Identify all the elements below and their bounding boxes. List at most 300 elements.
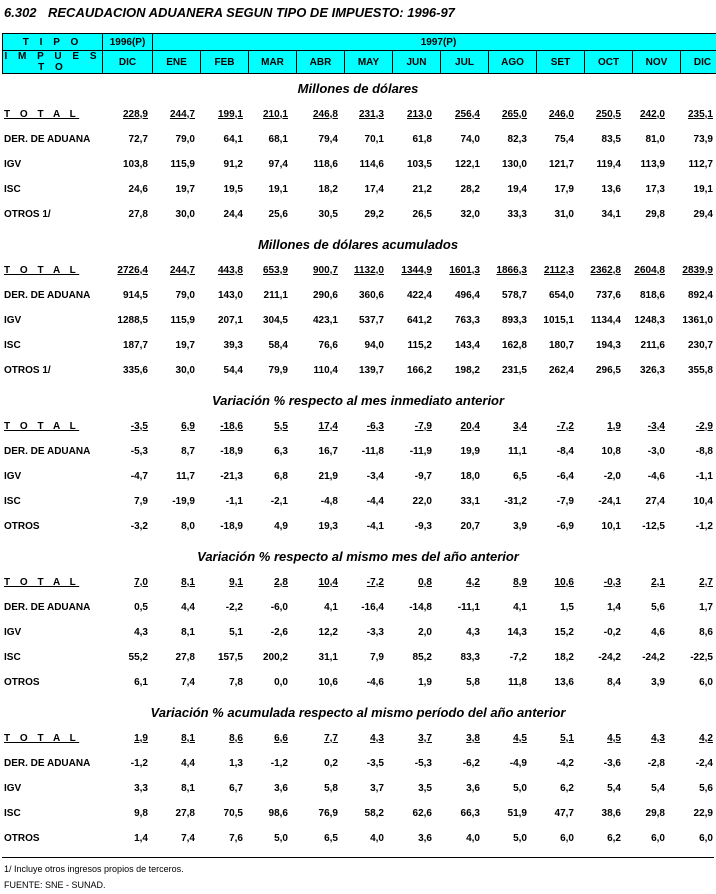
table-cell: -2,2 [225,602,243,613]
table-cell: -4,8 [320,496,338,507]
row-label: DER. DE ADUANA [4,290,91,301]
table-cell: -3,3 [366,627,384,638]
table-cell: -4,6 [366,677,384,688]
table-cell: 8,7 [181,446,195,457]
table-cell: 110,4 [313,365,338,376]
row-label: OTROS [4,833,40,844]
table-cell: -1,1 [225,496,243,507]
table-cell: 6,2 [560,783,574,794]
table-cell: -4,9 [509,758,527,769]
table-cell: 98,6 [268,808,288,819]
table-cell: 641,2 [406,315,432,326]
table-cell: 47,7 [554,808,574,819]
table-cell: 79,0 [175,290,195,301]
table-cell: -2,6 [270,627,288,638]
table-cell: 22,0 [412,496,432,507]
row-label: DER. DE ADUANA [4,134,91,145]
table-cell: 1344,9 [401,265,432,276]
table-cell: 6,1 [134,677,148,688]
row-label: OTROS 1/ [4,209,51,220]
table-cell: 818,6 [639,290,665,301]
table-cell: 231,5 [501,365,527,376]
table-cell: 246,8 [312,109,338,120]
table-cell: 5,8 [466,677,480,688]
table-cell: 1288,5 [117,315,148,326]
table-cell: 76,9 [318,808,338,819]
table-cell: -6,0 [270,602,288,613]
table-cell: 5,1 [560,733,574,744]
table-cell: 30,0 [175,365,195,376]
table-row [0,109,716,123]
table-row [0,446,716,460]
table-cell: 62,6 [412,808,432,819]
table-cell: 210,1 [262,109,288,120]
table-row [0,733,716,747]
row-label: ISC [4,652,21,663]
table-cell: 34,1 [601,209,621,220]
table-cell: 5,5 [274,421,288,432]
table-cell: -11,1 [457,602,480,613]
table-cell: 22,9 [693,808,713,819]
table-cell: 79,0 [175,134,195,145]
table-cell: 228,9 [122,109,148,120]
table-cell: -12,5 [642,521,665,532]
impuesto-header: I M P U E S T O [4,51,101,73]
table-cell: 8,1 [181,783,195,794]
section-title: Variación % acumulada respecto al mismo período del año anterior [150,705,566,720]
table-cell: 737,6 [595,290,621,301]
table-cell: 83,3 [460,652,480,663]
table-row [0,677,716,691]
table-cell: 2726,4 [117,265,148,276]
row-label: OTROS [4,677,40,688]
month-header: FEB [201,51,249,74]
month-header: SET [537,51,585,74]
table-cell: 73,9 [693,134,713,145]
table-cell: 4,4 [181,602,195,613]
table-cell: 10,4 [318,577,338,588]
table-cell: 8,6 [229,733,243,744]
table-cell: 211,1 [263,290,288,301]
table-cell: -4,7 [130,471,148,482]
month-header: MAR [249,51,297,74]
section-title: Millones de dólares [297,81,419,96]
table-cell: 4,1 [324,602,338,613]
table-cell: 143,0 [217,290,243,301]
table-cell: 4,9 [274,521,288,532]
month-header: DIC [103,51,153,74]
table-cell: 85,2 [412,652,432,663]
table-cell: 6,0 [651,833,665,844]
table-cell: 39,3 [223,340,243,351]
table-cell: 3,3 [134,783,148,794]
table-cell: 51,9 [507,808,527,819]
table-cell: 14,3 [507,627,527,638]
document-title [4,5,455,20]
table-cell: 20,7 [460,521,480,532]
table-cell: 11,1 [508,446,527,457]
table-cell: 2,0 [418,627,432,638]
table-cell: 20,4 [460,421,480,432]
table-cell: 296,5 [595,365,621,376]
table-cell: 213,0 [406,109,432,120]
table-cell: 8,9 [513,577,527,588]
table-cell: 3,5 [418,783,432,794]
table-cell: 7,7 [324,733,338,744]
month-header: JUL [441,51,489,74]
table-cell: 38,6 [601,808,621,819]
table-cell: 9,1 [229,577,243,588]
table-cell: 892,4 [687,290,713,301]
table-cell: -3,0 [647,446,665,457]
table-cell: 4,3 [370,733,384,744]
table-cell: 235,1 [687,109,713,120]
table-cell: 79,4 [318,134,338,145]
table-row [0,627,716,641]
table-cell: -2,9 [695,421,713,432]
table-cell: 17,9 [554,184,574,195]
table-cell: -5,3 [414,758,432,769]
table-cell: 2839,9 [682,265,713,276]
table-cell: 27,8 [175,652,195,663]
table-cell: 33,3 [507,209,527,220]
table-cell: 97,4 [268,159,288,170]
table-cell: 30,0 [175,209,195,220]
table-cell: 19,1 [693,184,713,195]
row-label: IGV [4,627,22,638]
table-cell: -3,5 [366,758,384,769]
table-cell: 335,6 [122,365,148,376]
table-cell: -22,5 [690,652,713,663]
table-cell: 0,8 [418,577,432,588]
table-cell: 17,3 [645,184,665,195]
table-cell: 6,9 [181,421,195,432]
row-label: DER. DE ADUANA [4,446,91,457]
table-cell: 114,6 [359,159,384,170]
table-cell: -7,9 [414,421,432,432]
table-cell: 139,7 [358,365,384,376]
row-label: OTROS 1/ [4,365,51,376]
table-cell: 1,9 [418,677,432,688]
row-label: DER. DE ADUANA [4,758,91,769]
table-cell: 3,9 [651,677,665,688]
table-cell: 6,6 [274,733,288,744]
table-cell: 19,1 [268,184,288,195]
table-cell: 7,4 [181,677,195,688]
table-cell: 231,3 [358,109,384,120]
table-row [0,758,716,772]
month-header: AGO [489,51,537,74]
table-cell: 27,8 [128,209,148,220]
table-cell: 242,0 [639,109,665,120]
table-cell: -7,2 [556,421,574,432]
section-title: Variación % respecto al mes inmediato anterior [211,393,505,408]
table-cell: 3,7 [418,733,432,744]
table-cell: 16,7 [318,446,338,457]
section-title: Millones de dólares acumulados [257,237,459,252]
table-cell: 187,7 [122,340,148,351]
table-row [0,265,716,279]
table-cell: -5,3 [130,446,148,457]
table-cell: 24,6 [128,184,148,195]
table-row [0,833,716,847]
table-cell: 763,3 [454,315,480,326]
table-cell: 1132,0 [353,265,384,276]
footnote: 1/ Incluye otros ingresos propios de terceros. [4,864,184,874]
table-cell: 103,5 [406,159,432,170]
table-cell: 27,8 [175,808,195,819]
table-cell: -7,2 [366,577,384,588]
table-cell: 5,8 [324,783,338,794]
table-row [0,209,716,223]
table-cell: 1,5 [560,602,574,613]
table-cell: 94,0 [364,340,384,351]
table-cell: 1,3 [229,758,243,769]
table-cell: 1866,3 [496,265,527,276]
table-cell: 2604,8 [634,265,665,276]
table-cell: -4,2 [556,758,574,769]
table-cell: 58,4 [268,340,288,351]
table-cell: 3,4 [513,421,527,432]
table-cell: 200,2 [262,652,288,663]
table-cell: -4,6 [647,471,665,482]
table-row [0,290,716,304]
table-cell: 29,2 [364,209,384,220]
table-cell: 6,5 [513,471,527,482]
table-cell: 68,1 [268,134,288,145]
table-row [0,577,716,591]
table-cell: 19,7 [175,340,195,351]
table-cell: 7,9 [370,652,384,663]
row-label: IGV [4,159,22,170]
table-cell: -2,8 [647,758,665,769]
table-cell: -3,2 [130,521,148,532]
table-cell: 6,0 [699,833,713,844]
table-cell: 4,0 [466,833,480,844]
table-cell: 893,3 [501,315,527,326]
table-cell: 27,4 [645,496,665,507]
table-cell: 143,4 [454,340,480,351]
table-cell: 5,6 [651,602,665,613]
table-cell: -7,9 [556,496,574,507]
table-cell: 4,4 [181,758,195,769]
table-cell: 4,2 [699,733,713,744]
table-cell: 2,1 [651,577,665,588]
month-header: JUN [393,51,441,74]
table-cell: -0,3 [603,577,621,588]
table-cell: 28,2 [460,184,480,195]
table-cell: -1,1 [695,471,713,482]
table-cell: -1,2 [130,758,148,769]
table-cell: -9,7 [414,471,432,482]
table-cell: 900,7 [312,265,338,276]
table-title: RECAUDACION ADUANERA SEGUN TIPO DE IMPUESTO: 1996-97 [48,5,455,20]
table-cell: 19,5 [223,184,243,195]
row-label: IGV [4,471,22,482]
table-cell: 11,8 [508,677,527,688]
table-cell: 1601,3 [449,265,480,276]
source-note: FUENTE: SNE - SUNAD. [4,880,106,890]
table-cell: 10,6 [318,677,338,688]
table-cell: 422,4 [406,290,432,301]
table-cell: 31,1 [318,652,338,663]
month-header: OCT [585,51,633,74]
table-cell: 4,3 [651,733,665,744]
table-cell: 30,5 [318,209,338,220]
table-cell: -2,4 [695,758,713,769]
table-cell: 19,3 [318,521,338,532]
table-row [0,134,716,148]
table-cell: 355,8 [687,365,713,376]
table-row [0,808,716,822]
table-row [0,496,716,510]
table-cell: 7,8 [229,677,243,688]
row-label: ISC [4,184,21,195]
table-cell: 17,4 [318,421,338,432]
table-cell: 4,1 [513,602,527,613]
month-header: ENE [153,51,201,74]
table-cell: -7,2 [509,652,527,663]
table-cell: 1015,1 [543,315,574,326]
table-cell: 72,7 [128,134,148,145]
table-cell: 230,7 [687,340,713,351]
table-cell: -11,8 [361,446,384,457]
table-row [0,340,716,354]
table-cell: 4,5 [513,733,527,744]
table-cell: -24,1 [598,496,621,507]
tipo-header: T I P O [3,34,103,51]
table-cell: -3,4 [647,421,665,432]
row-label: DER. DE ADUANA [4,602,91,613]
table-cell: 29,8 [645,808,665,819]
table-cell: -8,8 [695,446,713,457]
table-cell: 5,4 [651,783,665,794]
table-row [0,471,716,485]
table-cell: 1361,0 [682,315,713,326]
table-cell: 3,6 [274,783,288,794]
table-cell: 157,5 [217,652,243,663]
table-cell: -14,8 [409,602,432,613]
table-cell: 2362,8 [590,265,621,276]
table-cell: 1,4 [607,602,621,613]
year-1996-header: 1996(P) [103,34,153,51]
table-cell: 11,7 [176,471,195,482]
table-cell: -0,2 [603,627,621,638]
table-cell: 1,4 [134,833,148,844]
table-cell: 82,3 [507,134,527,145]
table-cell: 121,7 [548,159,574,170]
table-cell: 12,2 [318,627,338,638]
table-cell: 256,4 [454,109,480,120]
table-cell: 162,8 [501,340,527,351]
table-cell: 1,7 [699,602,713,613]
table-cell: -11,9 [409,446,432,457]
table-cell: 6,3 [274,446,288,457]
table-cell: -24,2 [642,652,665,663]
table-cell: -2,0 [603,471,621,482]
table-row [0,315,716,329]
table-cell: 6,0 [699,677,713,688]
table-cell: 7,6 [229,833,243,844]
table-cell: 1248,3 [634,315,665,326]
table-row [0,421,716,435]
table-cell: 0,0 [274,677,288,688]
table-cell: 4,6 [651,627,665,638]
table-cell: 265,0 [501,109,527,120]
table-cell: 8,1 [181,577,195,588]
table-cell: 29,4 [693,209,713,220]
table-cell: 70,1 [364,134,384,145]
month-header: ABR [297,51,345,74]
table-cell: 26,5 [412,209,432,220]
table-cell: 81,0 [645,134,665,145]
row-label: T O T A L [4,265,80,276]
table-cell: 10,1 [601,521,621,532]
table-cell: 443,8 [217,265,243,276]
table-cell: 1,9 [607,421,621,432]
table-cell: 6,5 [324,833,338,844]
table-cell: 3,6 [466,783,480,794]
table-cell: 58,2 [364,808,384,819]
table-cell: 4,2 [466,577,480,588]
table-cell: 130,0 [501,159,527,170]
table-cell: 194,3 [595,340,621,351]
column-header [2,33,716,74]
table-cell: -1,2 [270,758,288,769]
table-cell: -21,3 [220,471,243,482]
table-cell: 6,7 [229,783,243,794]
table-cell: 21,9 [318,471,338,482]
table-cell: 198,2 [454,365,480,376]
table-cell: 326,3 [639,365,665,376]
table-cell: 18,0 [460,471,480,482]
table-cell: -6,9 [556,521,574,532]
table-cell: 654,0 [548,290,574,301]
table-cell: 115,2 [407,340,432,351]
month-header: MAY [345,51,393,74]
table-cell: 8,1 [181,733,195,744]
table-cell: 75,4 [554,134,574,145]
table-cell: 15,2 [554,627,574,638]
table-cell: 91,2 [223,159,243,170]
year-1997-header: 1997(P) [153,34,716,51]
table-cell: 9,8 [134,808,148,819]
table-cell: 33,1 [460,496,480,507]
row-label: OTROS [4,521,40,532]
table-cell: 3,8 [466,733,480,744]
row-label: T O T A L [4,109,80,120]
table-cell: 0,5 [134,602,148,613]
table-cell: 74,0 [460,134,480,145]
table-cell: 76,6 [318,340,338,351]
table-cell: -16,4 [361,602,384,613]
month-header: DIC [681,51,716,74]
table-cell: 244,7 [169,265,195,276]
table-cell: 8,6 [699,627,713,638]
table-cell: 5,6 [699,783,713,794]
table-cell: 79,9 [268,365,288,376]
table-cell: 3,7 [370,783,384,794]
table-cell: 6,0 [560,833,574,844]
table-cell: 496,4 [454,290,480,301]
table-cell: -6,3 [366,421,384,432]
table-cell: 103,8 [122,159,148,170]
table-cell: 118,6 [313,159,338,170]
table-cell: 18,2 [318,184,338,195]
table-cell: -3,6 [603,758,621,769]
table-cell: 4,0 [370,833,384,844]
table-cell: 7,4 [181,833,195,844]
